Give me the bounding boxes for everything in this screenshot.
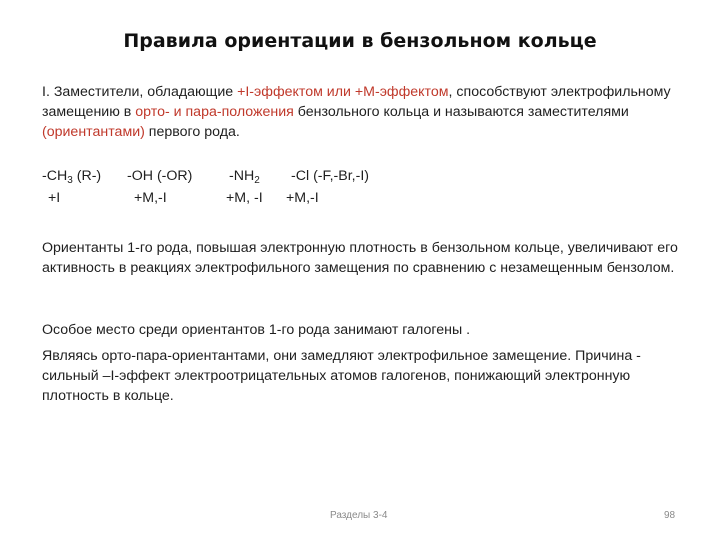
- group-subscript: 3: [67, 175, 73, 186]
- group-subscript: 2: [254, 175, 260, 186]
- p3-line1: Особое место среди ориентантов 1-го рода занимают галогены .: [42, 322, 471, 338]
- substituent-group-halogen: [291, 166, 369, 186]
- p3-rest: Являясь орто-пара-ориентантами, они замедляют электрофильное замещение. Причина - сильный –I-эффект электроотрицательных атомов галогенов, понижающий электронную плотность в кольце.: [42, 348, 641, 404]
- substituent-group-methyl: [42, 166, 101, 191]
- group-main: -CH: [42, 168, 68, 184]
- p1-intro: I. Заместители, обладающие: [42, 84, 238, 100]
- group-main: -NH: [229, 168, 255, 184]
- group-main: -Cl (-F,-Br,-I): [291, 168, 370, 184]
- substituent-group-hydroxy: [127, 166, 192, 186]
- substituent-effect-methyl: +I: [48, 190, 61, 206]
- paragraph-orientants-effect: Ориентанты 1-го рода, повышая электронную плотность в бензольном кольце, увеличивают его активность в реакциях электрофильного замещения по сравнению с незамещенным бензолом.: [42, 240, 678, 276]
- page-number: 98: [664, 510, 676, 521]
- p1-positions-highlight: орто- и пара-положения: [135, 104, 294, 120]
- paragraph-halogens: [42, 320, 682, 406]
- substituent-effect-amino: +M, -I: [226, 190, 263, 206]
- substituent-effect-hydroxy: +M,-I: [134, 190, 167, 206]
- p1-mid1: , способствуют электрофильному замещению в: [42, 84, 671, 120]
- p1-effects-highlight: +I-эффектом или +M-эффектом: [237, 84, 449, 100]
- group-main: -OH (-OR): [127, 168, 193, 184]
- paragraph-rule-1: [42, 82, 682, 142]
- group-tail: (R-): [72, 168, 102, 184]
- substituent-group-amino: [229, 166, 260, 191]
- p1-orientants-highlight: (ориентантами): [42, 124, 145, 140]
- slide-title: Правила ориентации в бензольном кольце: [123, 30, 597, 52]
- p1-end: первого рода.: [144, 124, 240, 140]
- substituent-effect-halogen: +M,-I: [286, 190, 319, 206]
- p1-mid2: бензольного кольца и называются заместителями: [293, 104, 629, 120]
- footer-section-label: Разделы 3-4: [330, 510, 388, 521]
